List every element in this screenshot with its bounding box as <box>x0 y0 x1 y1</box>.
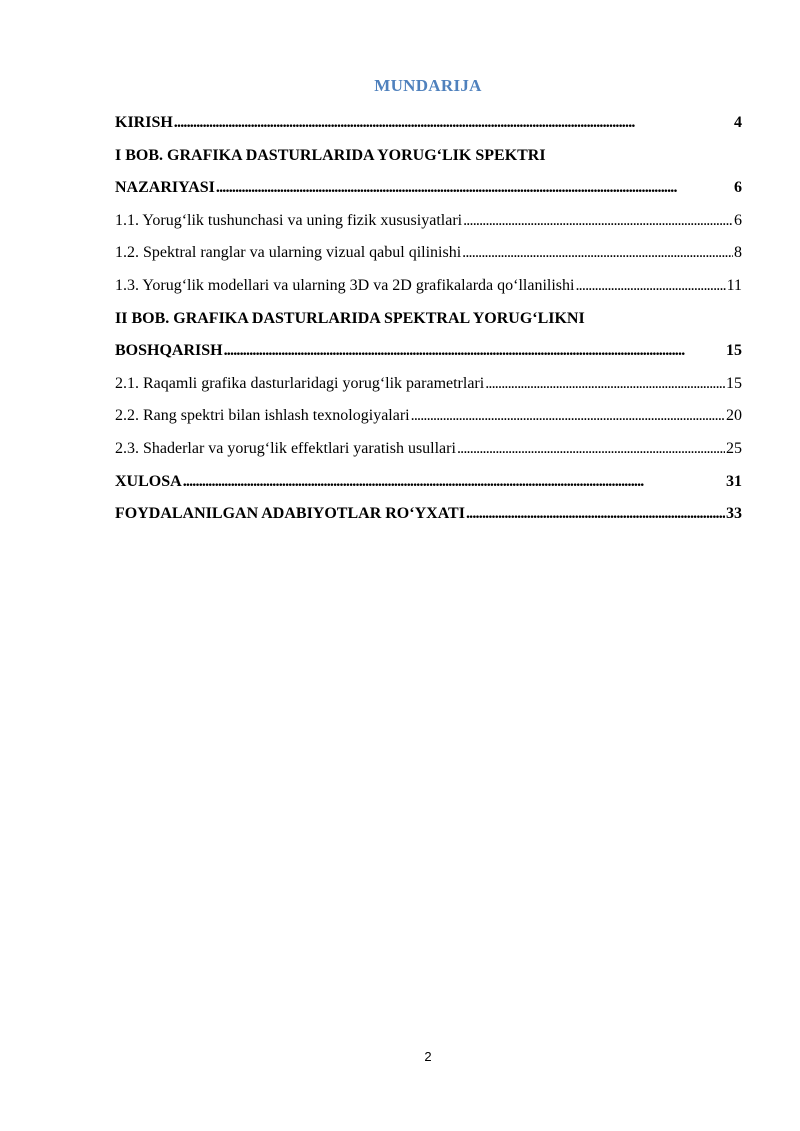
toc-entry-label: XULOSA <box>115 472 182 490</box>
toc-entry-chapter-1[interactable] <box>115 175 742 208</box>
toc-entry-label: NAZARIYASI <box>115 179 215 197</box>
dot-leader <box>411 405 725 427</box>
dot-leader <box>224 340 725 362</box>
toc-entry-label: 2.3. Shaderlar va yorug‘lik effektlari yaratish usullari <box>115 439 456 457</box>
toc-entry-label: FOYDALANILGAN ADABIYOTLAR RO‘YXATI <box>115 505 465 523</box>
toc-entry-page: 33 <box>726 505 742 523</box>
dot-leader <box>575 275 725 297</box>
dot-leader <box>216 177 733 199</box>
toc-entry-1-3[interactable] <box>115 273 742 306</box>
toc-entry-label: 2.2. Rang spektri bilan ishlash texnologiyalari <box>115 407 410 425</box>
toc-entry-label: 2.1. Raqamli grafika dasturlaridagi yorug‘lik parametrlari <box>115 374 485 392</box>
toc-entry-label: BOSHQARISH <box>115 342 223 360</box>
toc-entry-2-2[interactable] <box>115 403 742 436</box>
dot-leader <box>466 503 725 525</box>
toc-entry-page: 8 <box>734 244 742 262</box>
dot-leader <box>463 210 733 232</box>
dot-leader <box>174 112 733 134</box>
toc-entry-1-1[interactable] <box>115 208 742 241</box>
toc-entry-page: 15 <box>726 342 742 360</box>
toc-entry-page: 31 <box>726 472 742 490</box>
toc-entry-label: 1.2. Spektral ranglar va ularning vizual qabul qilinishi <box>115 244 462 262</box>
toc-entry-page: 20 <box>726 407 742 425</box>
toc-entry-page: 6 <box>734 211 742 229</box>
toc-entry-2-1[interactable] <box>115 371 742 404</box>
dot-leader <box>183 471 725 493</box>
toc-entry-label-line1: II BOB. GRAFIKA DASTURLARIDA SPEKTRAL YORUG‘LIKNI <box>115 309 585 327</box>
toc-chapter-heading-line <box>115 306 742 339</box>
toc-entry-label-line1: I BOB. GRAFIKA DASTURLARIDA YORUG‘LIK SPEKTRI <box>115 146 546 164</box>
dot-leader <box>457 438 725 460</box>
toc-title: MUNDARIJA <box>374 76 482 95</box>
toc-entry-label: 1.3. Yorug‘lik modellari va ularning 3D va 2D grafikalarda qo‘llanilishi <box>115 276 575 294</box>
toc-entry-xulosa[interactable] <box>115 469 742 502</box>
toc-entry-page: 25 <box>726 439 742 457</box>
toc-entry-1-2[interactable] <box>115 240 742 273</box>
dot-leader <box>485 373 725 395</box>
toc-entry-label: KIRISH <box>115 114 173 131</box>
toc-entry-kirish[interactable] <box>115 110 742 143</box>
table-of-contents <box>115 110 742 534</box>
toc-entry-page: 15 <box>726 374 742 392</box>
dot-leader <box>462 242 733 264</box>
toc-entry-page: 4 <box>734 114 742 131</box>
toc-entry-bibliography[interactable] <box>115 501 742 534</box>
toc-entry-page: 11 <box>726 276 742 294</box>
page-number: 2 <box>424 1049 432 1064</box>
toc-entry-page: 6 <box>734 179 742 197</box>
toc-entry-label: 1.1. Yorug‘lik tushunchasi va uning fizik xususiyatlari <box>115 211 463 229</box>
toc-entry-chapter-2[interactable] <box>115 338 742 371</box>
toc-chapter-heading-line <box>115 143 742 176</box>
toc-entry-2-3[interactable] <box>115 436 742 469</box>
